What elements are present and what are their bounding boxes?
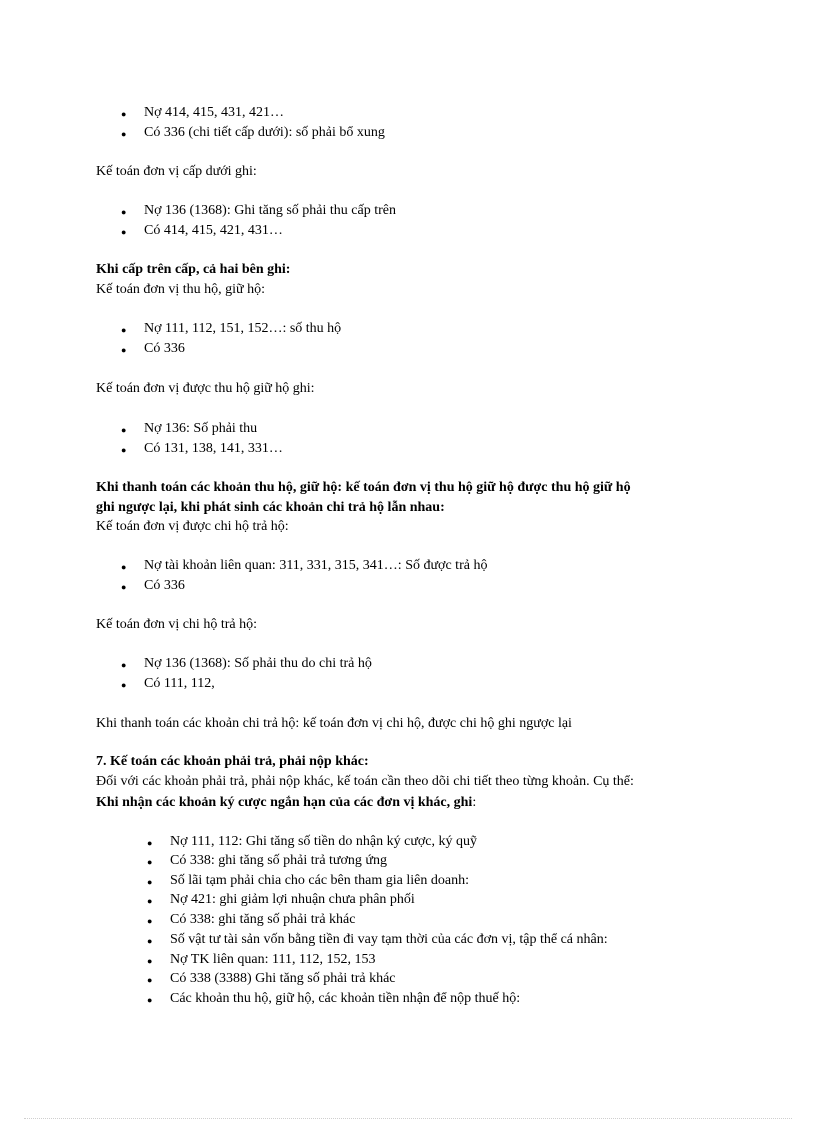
bullet-icon: ● bbox=[121, 227, 127, 237]
list-item-text: Các khoản thu hộ, giữ hộ, các khoản tiền nhận để nộp thuế hộ: bbox=[170, 991, 521, 1006]
bullet-icon: ● bbox=[121, 345, 127, 355]
list-item bbox=[147, 852, 388, 870]
bullet-icon: ● bbox=[121, 425, 127, 435]
bold-paragraph bbox=[96, 261, 290, 279]
bullet-icon: ● bbox=[147, 956, 153, 966]
bullet-icon: ● bbox=[147, 936, 153, 946]
bullet-icon: ● bbox=[121, 582, 127, 592]
list-item-text: Có 131, 138, 141, 331… bbox=[144, 441, 283, 456]
list-item bbox=[147, 872, 469, 890]
list-item bbox=[147, 833, 478, 851]
paragraph-text: Khi cấp trên cấp, cả hai bên ghi: bbox=[96, 262, 291, 277]
list-item-text: Nợ 111, 112: Ghi tăng số tiền do nhận ký cược, ký quỹ bbox=[170, 834, 478, 849]
bullet-icon: ● bbox=[147, 838, 153, 848]
paragraph bbox=[96, 715, 572, 733]
paragraph-text: Khi thanh toán các khoản thu hộ, giữ hộ: kế toán đơn vị thu hộ giữ hộ được thu hộ giữ hộ bbox=[96, 480, 631, 495]
bullet-icon: ● bbox=[121, 680, 127, 690]
list-item bbox=[147, 911, 356, 929]
paragraph bbox=[96, 380, 315, 398]
paragraph-text: Khi thanh toán các khoản chi trả hộ: kế toán đơn vị chi hộ, được chi hộ ghi ngược lại bbox=[96, 716, 572, 731]
list-item bbox=[121, 320, 342, 338]
list-item-text: Có 336 (chi tiết cấp dưới): số phải bổ xung bbox=[144, 125, 385, 140]
bullet-icon: ● bbox=[147, 896, 153, 906]
paragraph-text: Kế toán đơn vị được chi hộ trả hộ: bbox=[96, 519, 289, 534]
bullet-icon: ● bbox=[147, 857, 153, 867]
paragraph-suffix: : bbox=[472, 795, 477, 810]
list-item-text: Nợ 421: ghi giảm lợi nhuận chưa phân phối bbox=[170, 892, 415, 907]
list-item-text: Nợ 136: Số phải thu bbox=[144, 421, 258, 436]
list-item-text: Có 338: ghi tăng số phải trả tương ứng bbox=[170, 853, 388, 868]
list-item bbox=[147, 970, 396, 988]
list-item-text: Nợ 111, 112, 151, 152…: số thu hộ bbox=[144, 321, 342, 336]
list-item bbox=[121, 577, 185, 595]
bullet-icon: ● bbox=[121, 562, 127, 572]
paragraph-text: Kế toán đơn vị chi hộ trả hộ: bbox=[96, 617, 257, 632]
bullet-icon: ● bbox=[121, 109, 127, 119]
bold-paragraph bbox=[96, 499, 445, 517]
paragraph bbox=[96, 163, 257, 181]
list-item-text: Số lãi tạm phải chia cho các bên tham gia liên doanh: bbox=[170, 873, 469, 888]
paragraph-text: Kế toán đơn vị được thu hộ giữ hộ ghi: bbox=[96, 381, 315, 396]
paragraph-text: Kế toán đơn vị thu hộ, giữ hộ: bbox=[96, 282, 265, 297]
list-item bbox=[147, 990, 521, 1008]
list-item bbox=[121, 340, 185, 358]
bullet-icon: ● bbox=[147, 995, 153, 1005]
list-item-text: Nợ 414, 415, 431, 421… bbox=[144, 105, 285, 120]
bullet-icon: ● bbox=[121, 129, 127, 139]
list-item bbox=[121, 675, 215, 693]
bullet-icon: ● bbox=[121, 207, 127, 217]
bullet-icon: ● bbox=[121, 445, 127, 455]
paragraph-text: 7. Kế toán các khoản phải trả, phải nộp khác: bbox=[96, 754, 369, 769]
bullet-icon: ● bbox=[121, 325, 127, 335]
bold-paragraph bbox=[96, 753, 369, 771]
paragraph bbox=[96, 281, 265, 299]
list-item bbox=[147, 891, 415, 909]
list-item-text: Nợ 136 (1368): Số phải thu do chi trả hộ bbox=[144, 656, 372, 671]
bullet-icon: ● bbox=[147, 916, 153, 926]
list-item bbox=[121, 202, 396, 220]
list-item-text: Có 111, 112, bbox=[144, 676, 215, 691]
list-item bbox=[121, 222, 283, 240]
paragraph bbox=[96, 773, 634, 791]
list-item bbox=[147, 951, 376, 969]
list-item-text: Có 338: ghi tăng số phải trả khác bbox=[170, 912, 356, 927]
bold-paragraph bbox=[96, 794, 476, 812]
paragraph bbox=[96, 616, 257, 634]
list-item-text: Nợ 136 (1368): Ghi tăng số phải thu cấp trên bbox=[144, 203, 396, 218]
paragraph-text: Kế toán đơn vị cấp dưới ghi: bbox=[96, 164, 257, 179]
bullet-icon: ● bbox=[147, 975, 153, 985]
page-bottom-border bbox=[24, 1118, 792, 1119]
paragraph-text: Khi nhận các khoản ký cược ngắn hạn của các đơn vị khác, ghi bbox=[96, 795, 473, 810]
list-item-text: Nợ tài khoản liên quan: 311, 331, 315, 341…: Số được trả hộ bbox=[144, 558, 488, 573]
list-item bbox=[121, 104, 285, 122]
paragraph bbox=[96, 518, 289, 536]
list-item bbox=[121, 420, 258, 438]
list-item-text: Có 414, 415, 421, 431… bbox=[144, 223, 283, 238]
list-item bbox=[121, 557, 488, 575]
paragraph-text: ghi ngược lại, khi phát sinh các khoản chi trả hộ lẫn nhau: bbox=[96, 500, 445, 515]
list-item bbox=[121, 440, 283, 458]
list-item bbox=[147, 931, 608, 949]
list-item-text: Số vật tư tài sản vốn bằng tiền đi vay tạm thời của các đơn vị, tập thể cá nhân: bbox=[170, 932, 608, 947]
list-item-text: Có 336 bbox=[144, 578, 185, 593]
bullet-icon: ● bbox=[121, 660, 127, 670]
list-item bbox=[121, 124, 385, 142]
bullet-icon: ● bbox=[147, 877, 153, 887]
paragraph-text: Đối với các khoản phải trả, phải nộp khác, kế toán cần theo dõi chi tiết theo từng khoản. Cụ thể: bbox=[96, 774, 634, 789]
bold-paragraph bbox=[96, 479, 631, 497]
list-item-text: Nợ TK liên quan: 111, 112, 152, 153 bbox=[170, 952, 376, 967]
list-item-text: Có 338 (3388) Ghi tăng số phải trả khác bbox=[170, 971, 396, 986]
list-item bbox=[121, 655, 372, 673]
list-item-text: Có 336 bbox=[144, 341, 185, 356]
